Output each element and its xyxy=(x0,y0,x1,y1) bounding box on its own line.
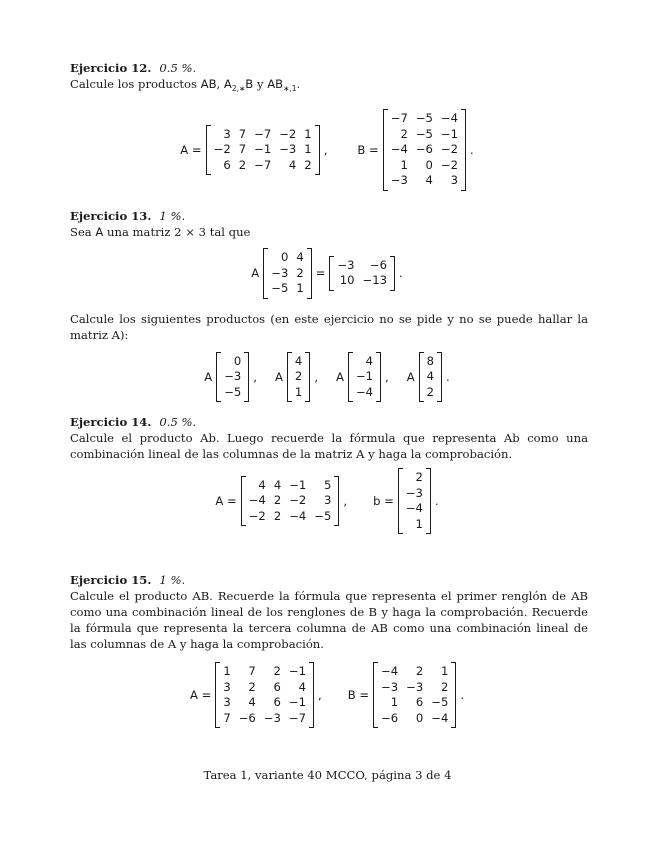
exercise-14-weight: 0.5 %. xyxy=(159,415,197,429)
matrix-entry: 4 xyxy=(365,353,374,368)
matrix-entry: 4 xyxy=(258,477,266,492)
matrix-entry: 2 xyxy=(294,369,303,383)
ex13-vector-2 xyxy=(287,352,310,403)
right-bracket xyxy=(390,256,395,291)
ex13-comma-1: , xyxy=(253,369,257,384)
matrix-entry: −3 xyxy=(406,679,424,694)
matrix-entry: 1 xyxy=(296,281,304,295)
ex12-comma: , xyxy=(323,142,328,157)
matrix-entry: 4 xyxy=(426,369,435,383)
ex12-product-2b: B xyxy=(245,77,254,91)
right-bracket xyxy=(244,352,249,403)
ex13-comma-2: , xyxy=(314,369,318,384)
matrix-grid xyxy=(403,468,426,534)
ex14-comma: , xyxy=(343,494,348,508)
matrix-entry: −1 xyxy=(254,142,272,156)
ex15-A-label: A = xyxy=(189,688,212,702)
ex12-B-label: B = xyxy=(357,142,379,157)
ex13-v3-A: A xyxy=(336,369,344,384)
matrix-entry: −4 xyxy=(381,664,399,678)
matrix-entry: −7 xyxy=(254,157,272,172)
exercise-12 xyxy=(70,60,588,208)
right-bracket xyxy=(426,468,431,534)
matrix-entry: 4 xyxy=(273,477,282,492)
matrix-entry: −3 xyxy=(381,679,399,694)
right-bracket xyxy=(461,109,466,191)
page-content xyxy=(70,60,588,728)
matrix-entry: 1 xyxy=(440,664,449,678)
exercise-15 xyxy=(70,572,588,728)
matrix-entry: 1 xyxy=(294,384,303,399)
matrix-entry: −2 xyxy=(440,142,459,156)
ex13-vector-1 xyxy=(216,352,249,403)
matrix-entry: −3 xyxy=(271,265,289,280)
matrix-entry: 4 xyxy=(294,353,303,368)
exercise-14 xyxy=(70,414,588,572)
right-bracket xyxy=(309,662,314,728)
ex14-dot: . xyxy=(434,494,439,508)
ex13-v2-A: A xyxy=(274,369,283,384)
matrix-grid xyxy=(220,662,309,728)
right-bracket xyxy=(334,476,339,527)
ex13-vector-4 xyxy=(419,352,442,403)
ex13-equals: = xyxy=(315,266,326,281)
matrix-grid xyxy=(388,109,461,191)
exercise-13-text xyxy=(70,224,588,240)
exercise-13-weight: 1 %. xyxy=(159,209,186,223)
matrix-entry: 6 xyxy=(273,679,281,694)
matrix-entry: 5 xyxy=(324,477,332,492)
ex15-dot: . xyxy=(460,688,465,702)
exercise-15-header xyxy=(70,572,588,588)
matrix-entry: 1 xyxy=(390,695,399,709)
ex13-matrix-lhs xyxy=(263,248,311,299)
matrix-entry: −4 xyxy=(431,710,449,725)
ex13-text-b: una matriz 2 × 3 tal que xyxy=(103,225,251,239)
exercise-14-text: Calcule el producto Ab. Luego recuerde la fórmula que representa Ab como una combinación lineal de las columnas de la matriz A y haga la comprobación. xyxy=(70,431,588,461)
exercise-12-header xyxy=(70,60,588,76)
matrix-entry: −6 xyxy=(238,710,256,725)
right-bracket xyxy=(451,662,456,728)
right-bracket xyxy=(437,352,442,403)
matrix-entry: −2 xyxy=(440,157,459,172)
matrix-entry: 4 xyxy=(288,157,297,172)
matrix-entry: 6 xyxy=(415,695,424,709)
ex15-equation xyxy=(70,662,588,728)
ex12-product-2-sub: 2,∗ xyxy=(231,84,246,93)
matrix-entry: −7 xyxy=(254,126,272,141)
matrix-entry: −5 xyxy=(415,111,433,125)
exercise-12-text: Calcule los productos AB, $A_{2,∗}B$ y $AB_{∗,1}$. xyxy=(70,77,301,93)
ex13-vectors xyxy=(70,352,588,403)
ex12-product-2a: A xyxy=(223,77,232,91)
exercise-13-text-2: Calcule los siguientes productos (en este ejercicio no se pide y no se puede hallar la matriz A): xyxy=(70,311,588,342)
matrix-grid xyxy=(424,352,437,403)
matrix-entry: −4 xyxy=(289,508,307,523)
matrix-entry: 7 xyxy=(238,142,247,156)
matrix-entry: −3 xyxy=(224,369,242,383)
matrix-entry: 2 xyxy=(273,493,282,508)
right-bracket xyxy=(307,248,312,299)
matrix-entry: −5 xyxy=(224,384,242,399)
matrix-entry: 2 xyxy=(238,157,247,172)
right-bracket xyxy=(305,352,310,403)
matrix-entry: 7 xyxy=(223,710,231,725)
matrix-entry: 4 xyxy=(248,695,256,709)
matrix-entry: −3 xyxy=(390,173,408,187)
ex13-dot-2: . xyxy=(446,369,450,384)
exercise-13-header xyxy=(70,208,588,224)
matrix-entry: −4 xyxy=(355,384,374,399)
matrix-entry: 6 xyxy=(273,695,281,709)
matrix-entry: −1 xyxy=(440,126,459,141)
ex13-matrix-rhs xyxy=(329,256,395,291)
ex12-end: . xyxy=(296,77,301,91)
matrix-entry: −1 xyxy=(289,477,307,492)
matrix-entry: −4 xyxy=(390,142,408,156)
ex13-text-a: Sea xyxy=(70,225,96,239)
exercise-12-title: Ejercicio 12. xyxy=(70,61,152,75)
matrix-grid xyxy=(353,352,376,403)
ex12-product-3-sub: ∗,1 xyxy=(283,84,297,93)
exercise-15-title: Ejercicio 15. xyxy=(70,573,152,587)
ex14-A-label: A = xyxy=(215,494,237,508)
ex15-comma: , xyxy=(318,688,322,702)
matrix-entry: 0 xyxy=(425,157,433,172)
matrix-entry: 1 xyxy=(304,126,312,141)
matrix-entry: −2 xyxy=(279,126,297,141)
matrix-entry: −3 xyxy=(263,710,281,725)
matrix-entry: 6 xyxy=(223,157,231,172)
matrix-entry: 10 xyxy=(339,273,355,288)
matrix-entry: 2 xyxy=(304,157,312,172)
exercise-13-title: Ejercicio 13. xyxy=(70,209,152,223)
matrix-entry: −4 xyxy=(248,493,266,508)
exercise-15-text: Calcule el producto AB. Recuerde la fórmula que representa el primer renglón de AB como una combinación lineal de los renglones de B y haga la comprobación. Recuerde la fórmula que representa la tercera columna de AB como una combinación lineal de las columnas de A y haga la comprobación. xyxy=(70,589,588,651)
matrix-entry: 2 xyxy=(296,265,304,280)
matrix-entry: 4 xyxy=(298,679,306,694)
exercise-14-title: Ejercicio 14. xyxy=(70,415,152,429)
matrix-grid xyxy=(246,476,335,527)
ex15-matrix-A xyxy=(215,662,314,728)
ex12-matrix-B xyxy=(383,109,466,191)
matrix-entry: −6 xyxy=(369,257,387,272)
matrix-entry: 1 xyxy=(415,516,423,531)
matrix-entry: 2 xyxy=(440,679,449,694)
ex12-equation xyxy=(70,109,588,191)
matrix-grid xyxy=(211,125,315,176)
ex12-A-label: A = xyxy=(180,142,202,157)
matrix-entry: 0 xyxy=(280,250,289,264)
matrix-entry: −1 xyxy=(288,664,306,678)
matrix-entry: 8 xyxy=(426,353,435,368)
matrix-entry: 0 xyxy=(233,353,242,368)
matrix-entry: −2 xyxy=(213,142,231,156)
matrix-entry: −5 xyxy=(271,281,289,295)
matrix-entry: 2 xyxy=(273,664,281,678)
matrix-entry: −2 xyxy=(248,508,266,523)
ex13-dot: . xyxy=(399,266,403,281)
ex14-b-label: b = xyxy=(373,494,394,508)
ex13-comma-3: , xyxy=(385,369,389,384)
ex12-dot: . xyxy=(470,142,474,157)
matrix-entry: −5 xyxy=(431,695,449,709)
matrix-entry: −1 xyxy=(355,369,374,383)
matrix-entry: 2 xyxy=(415,470,423,484)
matrix-entry: −3 xyxy=(337,257,355,272)
matrix-grid xyxy=(268,248,306,299)
ex12-y: y xyxy=(253,77,268,91)
matrix-entry: 7 xyxy=(238,126,247,141)
matrix-entry: 3 xyxy=(223,695,231,709)
matrix-entry: −3 xyxy=(279,142,297,156)
matrix-entry: 1 xyxy=(223,664,231,678)
ex14-vector-b xyxy=(398,468,431,534)
ex12-product-3a: AB xyxy=(267,77,284,91)
matrix-entry: −13 xyxy=(362,273,387,288)
ex13-equation xyxy=(70,248,588,299)
ex13-v1-A: A xyxy=(204,369,213,384)
matrix-entry: 3 xyxy=(223,679,231,694)
exercise-14-header xyxy=(70,414,588,430)
matrix-entry: 3 xyxy=(223,126,231,141)
right-bracket xyxy=(376,352,381,403)
matrix-entry: −4 xyxy=(405,501,423,515)
ex14-equation xyxy=(70,468,588,534)
matrix-entry: 4 xyxy=(296,250,304,264)
matrix-grid xyxy=(334,256,390,291)
ex15-B-label: B = xyxy=(347,688,370,702)
matrix-entry: 1 xyxy=(400,157,408,172)
matrix-grid xyxy=(378,662,451,728)
ex13-vector-3 xyxy=(348,352,381,403)
matrix-entry: 0 xyxy=(415,710,424,725)
matrix-grid xyxy=(292,352,305,403)
exercise-15-weight: 1 %. xyxy=(159,573,186,587)
matrix-entry: 3 xyxy=(324,493,332,508)
matrix-grid xyxy=(221,352,244,403)
matrix-entry: −1 xyxy=(288,695,306,709)
matrix-entry: −2 xyxy=(289,493,307,508)
matrix-entry: −5 xyxy=(314,508,332,523)
matrix-entry: −6 xyxy=(415,142,433,156)
ex13-A: A xyxy=(95,225,104,239)
matrix-entry: 2 xyxy=(400,126,408,141)
matrix-entry: 2 xyxy=(248,679,256,694)
exercise-12-weight: 0.5 %. xyxy=(159,61,197,75)
ex15-matrix-B xyxy=(373,662,456,728)
ex12-text-pre: Calcule los productos xyxy=(70,77,201,91)
page-footer: Tarea 1, variante 40 MCCO, página 3 de 4 xyxy=(203,768,452,782)
ex12-matrix-A xyxy=(206,125,320,176)
matrix-entry: 1 xyxy=(304,142,312,156)
matrix-entry: 3 xyxy=(450,173,459,187)
matrix-entry: −7 xyxy=(288,710,306,725)
ex13-v4-A: A xyxy=(406,369,415,384)
matrix-entry: −7 xyxy=(390,111,408,125)
matrix-entry: 7 xyxy=(248,664,256,678)
matrix-entry: −3 xyxy=(405,485,423,500)
matrix-entry: 4 xyxy=(425,173,433,187)
ex12-product-1: AB xyxy=(200,77,217,91)
ex14-matrix-A xyxy=(241,476,340,527)
matrix-entry: 2 xyxy=(415,664,424,678)
matrix-entry: 2 xyxy=(273,508,282,523)
ex13-A-label: A xyxy=(251,266,260,281)
matrix-entry: 2 xyxy=(426,384,435,399)
right-bracket xyxy=(315,125,320,176)
matrix-entry: −6 xyxy=(381,710,399,725)
matrix-entry: −5 xyxy=(415,126,433,141)
exercise-13 xyxy=(70,208,588,414)
matrix-entry: −4 xyxy=(440,111,459,125)
